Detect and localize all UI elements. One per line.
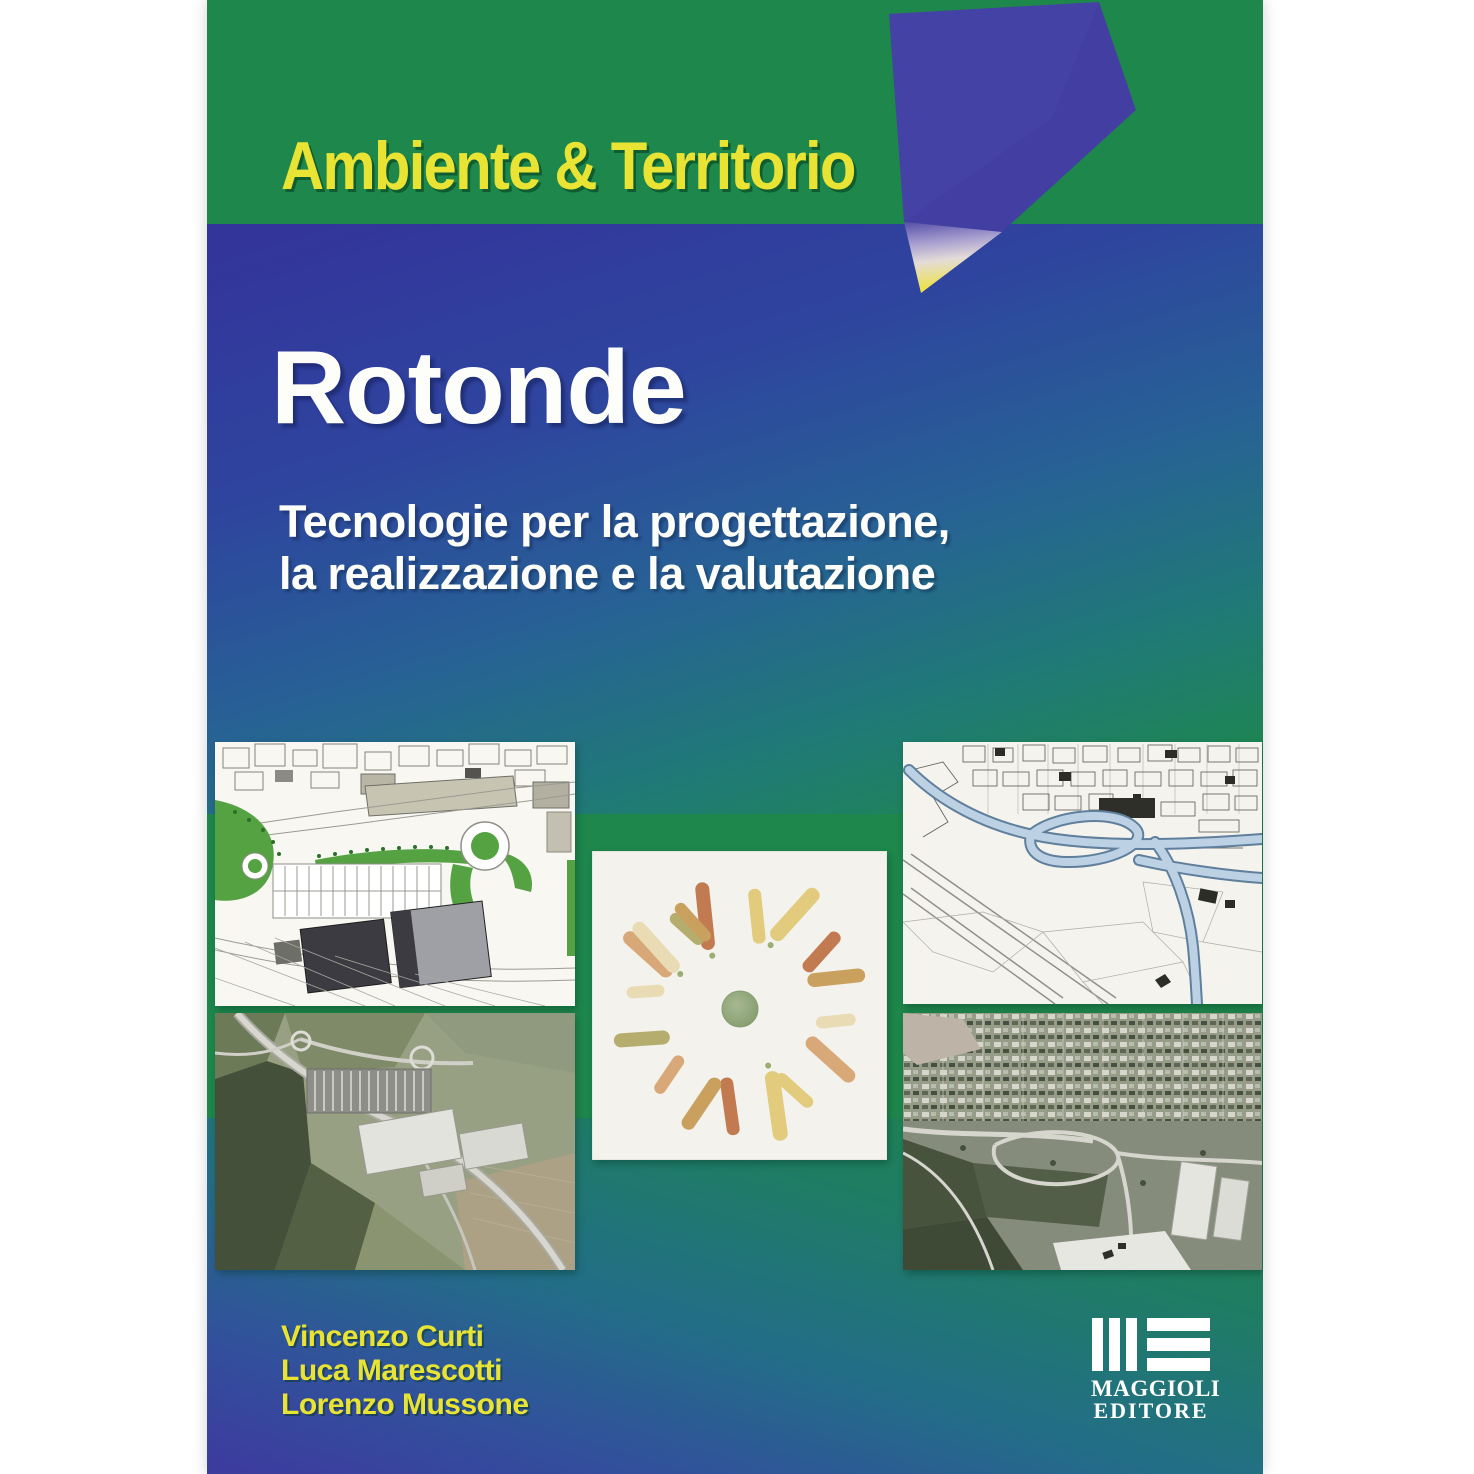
subtitle-line-2: la realizzazione e la valutazione — [279, 548, 936, 600]
aerial-photo-left — [215, 1013, 575, 1270]
book-cover — [207, 0, 1263, 1474]
author-1: Vincenzo Curti — [281, 1320, 484, 1353]
aerial-photo-right — [903, 1013, 1262, 1270]
author-2: Luca Marescotti — [281, 1354, 502, 1388]
book-subtitle — [279, 496, 1219, 600]
publisher-logo — [1091, 1318, 1221, 1423]
authors-block — [281, 1320, 529, 1423]
book-title: Rotonde — [271, 330, 686, 446]
series-title: Ambiente & Territorio — [281, 128, 855, 204]
maggioli-editore-icon — [1092, 1318, 1210, 1371]
publisher-name-line1: MAGGIOLI — [1091, 1376, 1221, 1401]
pen-nib-shape — [807, 0, 1147, 300]
watercolor-roundabout-image — [592, 851, 887, 1160]
subtitle-line-1: Tecnologie per la progettazione, — [279, 496, 950, 547]
publisher-name-line2: EDITORE — [1093, 1398, 1209, 1423]
site-plan-image — [215, 742, 575, 1006]
author-3: Lorenzo Mussone — [281, 1388, 529, 1422]
interchange-map-image — [903, 742, 1262, 1004]
